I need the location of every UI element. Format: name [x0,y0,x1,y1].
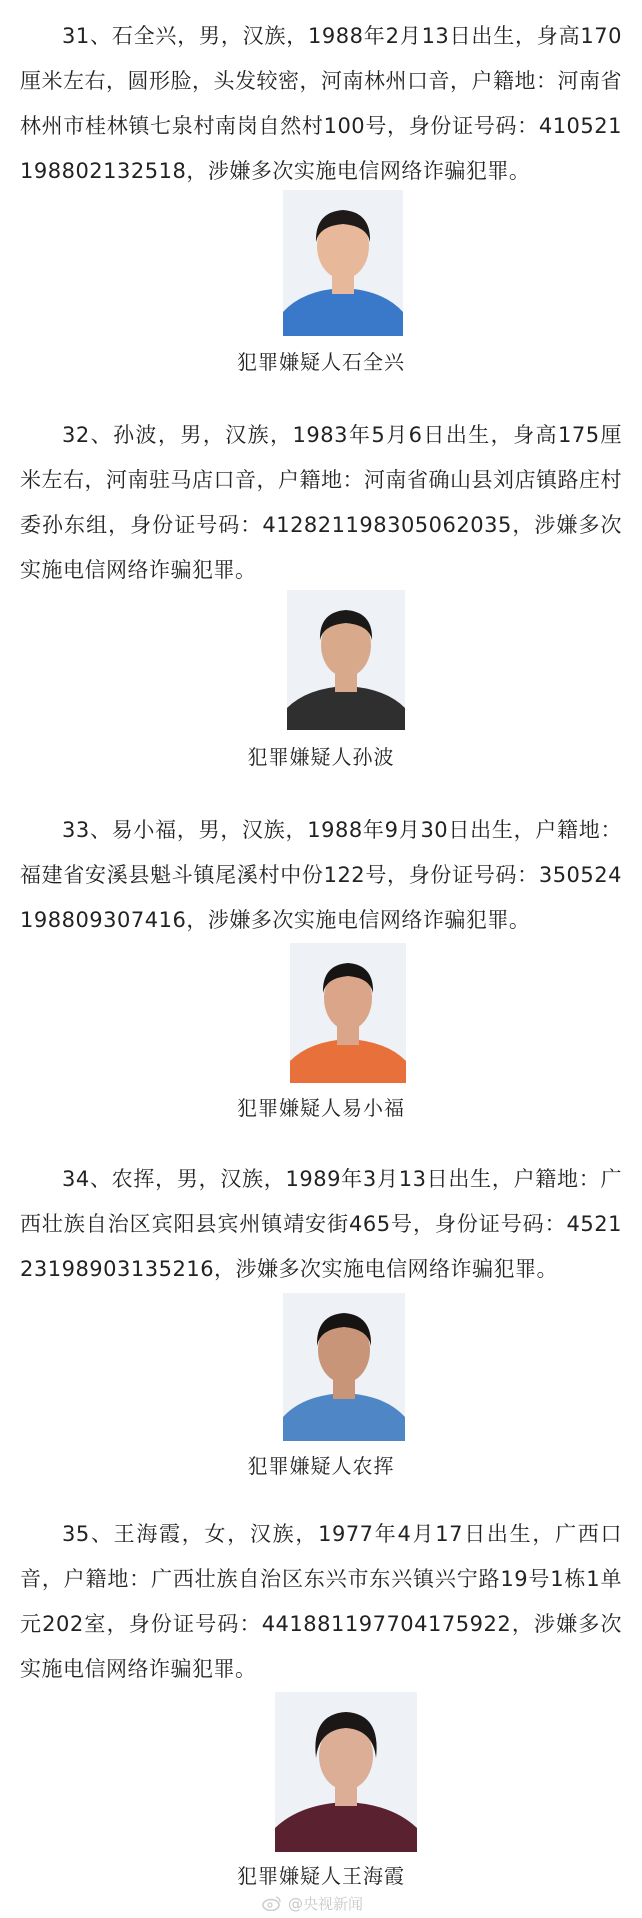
suspect-entry-35 [0,1512,642,1692]
suspect-description: 32、孙波，男，汉族，1983年5月6日出生，身高175厘米左右，河南驻马店口音，户籍地：河南省确山县刘店镇路庄村委孙东组，身份证号码：412821198305062035，涉嫌多次实施电信网络诈骗犯罪。 [20,423,622,582]
suspect-photo [283,1293,405,1441]
suspect-photo [290,943,406,1083]
suspect-caption: 犯罪嫌疑人农挥 [247,1454,395,1478]
watermark-text: @央视新闻 [288,1894,364,1913]
suspect-photo [287,590,405,730]
portrait-placeholder-icon [283,1293,405,1441]
suspect-caption: 犯罪嫌疑人石全兴 [237,350,405,374]
suspect-entry-33 [0,808,642,943]
suspect-photo [275,1692,417,1852]
portrait-placeholder-icon [283,190,403,336]
suspect-caption: 犯罪嫌疑人易小福 [237,1096,405,1120]
suspect-description: 34、农挥，男，汉族，1989年3月13日出生，户籍地：广西壮族自治区宾阳县宾州镇靖安街465号，身份证号码：452123198903135216，涉嫌多次实施电信网络诈骗犯罪。 [20,1167,622,1281]
suspect-photo [283,190,403,336]
weibo-watermark [262,1890,442,1916]
suspect-entry-31 [0,14,642,194]
suspect-entry-32 [0,413,642,593]
portrait-placeholder-icon [290,943,406,1083]
portrait-placeholder-icon [275,1692,417,1852]
suspect-caption: 犯罪嫌疑人孙波 [247,745,395,769]
portrait-placeholder-icon [287,590,405,730]
suspect-description: 33、易小福，男，汉族，1988年9月30日出生，户籍地：福建省安溪县魁斗镇尾溪村中份122号，身份证号码：350524198809307416，涉嫌多次实施电信网络诈骗犯罪。 [20,818,622,932]
weibo-icon [262,1895,282,1911]
suspect-entry-34 [0,1157,642,1292]
suspect-caption: 犯罪嫌疑人王海霞 [237,1864,405,1888]
suspect-description: 31、石全兴，男，汉族，1988年2月13日出生，身高170厘米左右，圆形脸，头发较密，河南林州口音，户籍地：河南省林州市桂林镇七泉村南岗自然村100号，身份证号码：410521198802132518，涉嫌多次实施电信网络诈骗犯罪。 [20,24,622,183]
suspect-description: 35、王海霞，女，汉族，1977年4月17日出生，广西口音，户籍地：广西壮族自治区东兴市东兴镇兴宁路19号1栋1单元202室，身份证号码：441881197704175922，涉嫌多次实施电信网络诈骗犯罪。 [20,1522,622,1681]
